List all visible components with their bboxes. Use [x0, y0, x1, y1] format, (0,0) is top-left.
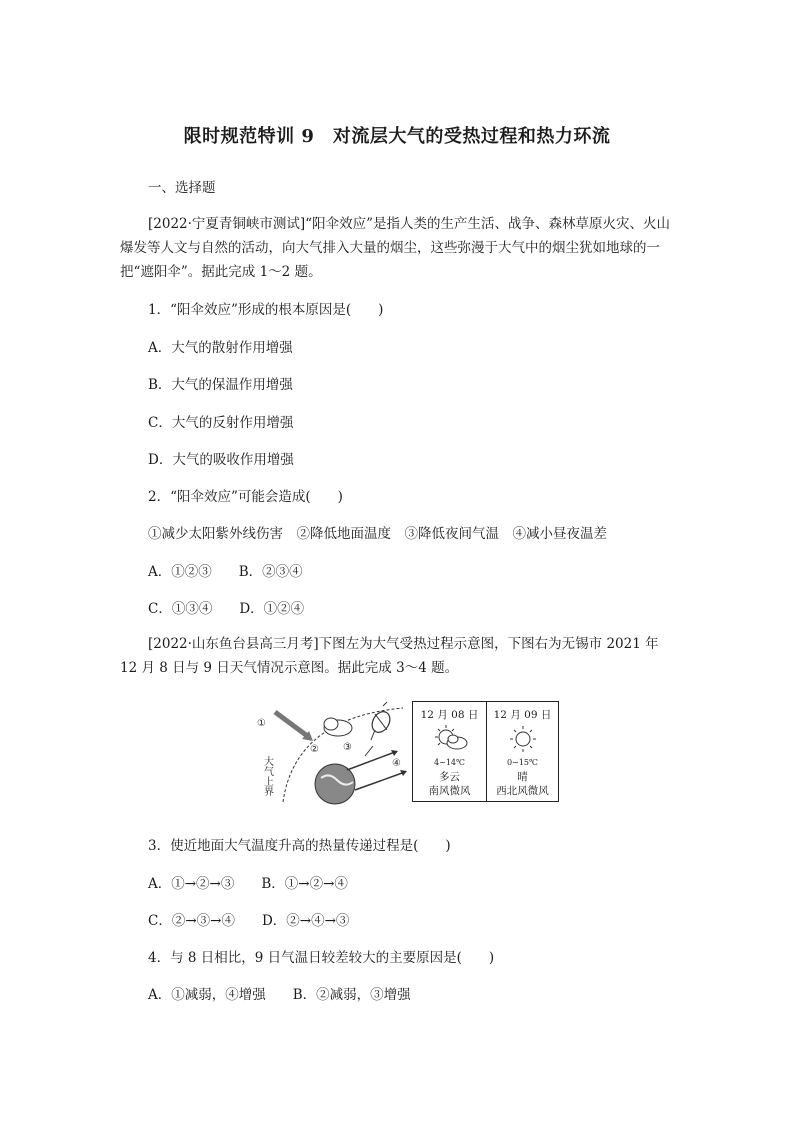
weather-temp: 0~15℃ [507, 758, 538, 767]
atmospheric-counter-radiation-arrow [355, 772, 405, 790]
section-heading: 一、选择题 [148, 180, 216, 196]
weather-condition: 晴 [517, 771, 528, 783]
q2-stem: 2．“阳伞效应”可能会造成( ) [148, 489, 343, 505]
q4-stem: 4．与 8 日相比，9 日气温日较差较大的主要原因是( ) [148, 950, 495, 966]
marker-4: ④ [392, 758, 401, 769]
passage-1: [2022·宁夏青铜峡市测试]“阳伞效应”是指人类的生产生活、战争、森林草原火灾、火山爆发等人文与自然的活动，向大气排入大量的烟尘，这些弥漫于大气中的烟尘犹如地球的一把“遮阳伞”。据此完成 1～2 题。 [120, 216, 670, 280]
weather-date: 12 月 08 日 [420, 709, 479, 721]
cloud-icon [324, 718, 352, 736]
q1-option-a: A．大气的散射作用增强 [148, 340, 293, 356]
solar-radiation-arrow [275, 712, 310, 738]
q2-options-row1: A．①②③ B．②③④ [148, 564, 303, 580]
marker-1: ① [257, 718, 266, 729]
weather-wind: 南风微风 [428, 785, 471, 797]
sun-icon [503, 724, 543, 754]
marker-2: ② [310, 744, 319, 755]
q4-options-row1: A．①减弱，④增强 B．②减弱，③增强 [148, 987, 411, 1003]
q3-options-row2: C．②→③→④ D．②→④→③ [148, 913, 350, 929]
q1-option-b: B．大气的保温作用增强 [148, 377, 293, 393]
partly-cloudy-icon [430, 724, 470, 754]
atmospheric-heating-diagram [255, 700, 410, 805]
page-title: 限时规范特训 9 对流层大气的受热过程和热力环流 [183, 126, 611, 147]
q2-items: ①减少太阳紫外线伤害 ②降低地面温度 ③降低夜间气温 ④减小昼夜温差 [148, 526, 607, 542]
atmosphere-top-label: 大气上界 [261, 756, 273, 796]
weather-panel [412, 701, 559, 802]
weather-wind: 西北风微风 [496, 785, 549, 797]
ground-radiation-arrow [347, 752, 395, 770]
q3-options-row1: A．①→②→③ B．①→②→④ [148, 876, 348, 892]
weather-day-2 [486, 702, 559, 801]
weather-day-1 [413, 702, 487, 801]
marker-3: ③ [343, 742, 352, 753]
weather-date: 12 月 09 日 [493, 709, 552, 721]
q3-stem: 3．使近地面大气温度升高的热量传递过程是( ) [148, 838, 451, 854]
passage-2: [2022·山东鱼台县高三月考]下图左为大气受热过程示意图，下图右为无锡市 2021 年 12 月 8 日与 9 日天气情况示意图。据此完成 3～4 题。 [120, 636, 659, 676]
q1-option-d: D．大气的吸收作用增强 [148, 452, 294, 468]
weather-condition: 多云 [439, 771, 460, 783]
q1-option-c: C．大气的反射作用增强 [148, 415, 294, 431]
weather-temp: 4~14℃ [434, 758, 465, 767]
q1-stem: 1．“阳伞效应”形成的根本原因是( ) [148, 302, 384, 318]
reflection-umbrella-icon [369, 702, 394, 736]
q2-options-row2: C．①③④ D．①②④ [148, 601, 305, 617]
